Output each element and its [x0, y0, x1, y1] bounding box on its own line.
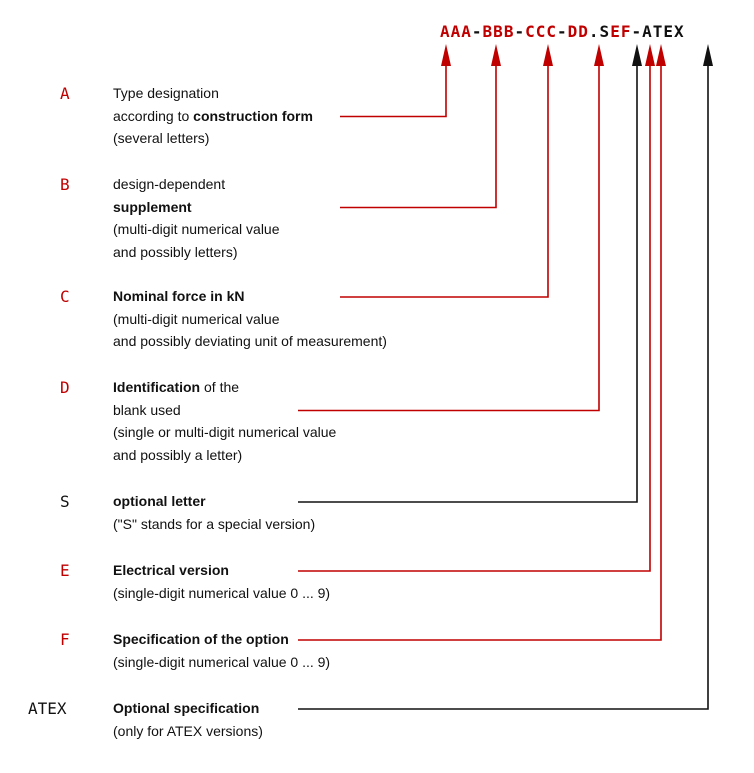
description-emphasis: Specification of the option	[113, 631, 289, 647]
arrowhead-icon	[645, 44, 655, 66]
description-emphasis: Electrical version	[113, 562, 229, 578]
legend-key-a: A	[60, 84, 70, 103]
description-text: ("S" stands for a special version)	[113, 515, 316, 532]
arrowhead-icon	[543, 44, 553, 66]
code-segment: -	[471, 22, 483, 41]
description-text: according to	[113, 107, 194, 124]
description-text: blank used	[113, 401, 181, 418]
code-segment: -	[557, 22, 568, 41]
code-segment: -	[514, 22, 526, 41]
code-segment: .	[588, 22, 600, 41]
description-text: (multi-digit numerical value	[113, 221, 280, 237]
description-emphasis: supplement	[113, 198, 192, 215]
description-emphasis: optional letter	[113, 493, 206, 509]
code-segment: BBB	[482, 22, 515, 41]
code-segment: ATEX	[642, 22, 685, 41]
description-emphasis: Identification	[113, 379, 201, 395]
connector-line-f	[298, 66, 661, 640]
arrowhead-icon	[632, 44, 642, 66]
description-emphasis: Optional specification	[113, 700, 260, 716]
connector-line-b	[340, 66, 496, 208]
connector-line-c	[340, 66, 548, 297]
description-text: (multi-digit numerical value	[113, 310, 280, 327]
code-segment: DD	[567, 22, 589, 41]
legend-key-atex: ATEX	[28, 699, 67, 718]
arrowhead-icon	[703, 44, 713, 66]
code-segment: AAA	[440, 22, 472, 41]
description-text: of the	[200, 379, 240, 395]
description-emphasis: construction form	[193, 107, 313, 124]
description-text: (single-digit numerical value 0 ... 9)	[113, 584, 331, 601]
code-segment: S	[599, 22, 611, 41]
arrowhead-icon	[656, 44, 666, 66]
connector-line-s	[298, 66, 637, 502]
code-segment: -	[631, 22, 643, 41]
arrowhead-icon	[441, 44, 451, 66]
connector-line-atex	[298, 66, 708, 709]
description-text: (only for ATEX versions)	[113, 722, 263, 739]
arrowhead-icon	[594, 44, 604, 66]
code-segment: CCC	[525, 22, 557, 41]
description-text: (single or multi-digit numerical value	[113, 424, 337, 440]
description-text: and possibly letters)	[113, 243, 238, 260]
legend-key-e: E	[60, 561, 70, 580]
legend-key-s: S	[60, 492, 70, 511]
description-text: and possibly deviating unit of measurement)	[113, 333, 387, 349]
description-text: (single-digit numerical value 0 ... 9)	[113, 653, 331, 670]
legend-key-c: C	[60, 287, 70, 306]
description-text: (several letters)	[113, 130, 210, 146]
legend-key-f: F	[60, 630, 70, 649]
code-segment: EF	[610, 22, 632, 41]
arrowhead-icon	[491, 44, 501, 66]
connector-line-e	[298, 66, 650, 571]
connector-line-a	[340, 66, 446, 117]
legend-key-b: B	[60, 175, 70, 194]
description-text: and possibly a letter)	[113, 446, 243, 463]
description-text: design-dependent	[113, 176, 226, 192]
description-text: Type designation	[113, 85, 219, 101]
description-emphasis: Nominal force in kN	[113, 288, 245, 304]
connector-line-d	[298, 66, 599, 411]
legend-key-d: D	[60, 378, 70, 397]
